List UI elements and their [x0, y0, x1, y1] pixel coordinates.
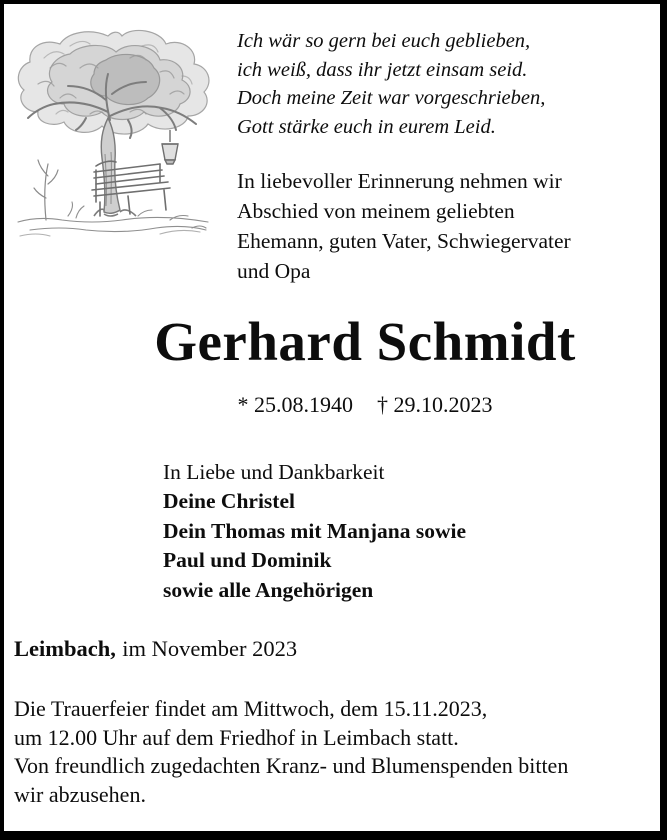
- mourners-block: [163, 458, 466, 605]
- funeral-info: [14, 695, 568, 810]
- funeral-line: Von freundlich zugedachten Kranz- und Blumenspenden bitten: [14, 753, 569, 779]
- mourner-name: Dein Thomas mit Manjana sowie: [163, 518, 467, 543]
- place-dateline: [14, 635, 297, 663]
- intro-line: und Opa: [237, 259, 311, 283]
- memorial-intro: [237, 166, 571, 286]
- mourner-name: Deine Christel: [163, 489, 295, 514]
- birth-date: * 25.08.1940: [237, 392, 353, 417]
- mourner-name: Paul und Dominik: [163, 548, 332, 573]
- intro-line: Ehemann, guten Vater, Schwiegervater: [237, 229, 571, 253]
- life-dates: [140, 391, 590, 419]
- poem-line: Doch meine Zeit war vorgeschrieben,: [237, 87, 546, 109]
- poem-line: ich weiß, dass ihr jetzt einsam seid.: [237, 58, 528, 81]
- death-date: † 29.10.2023: [377, 392, 493, 417]
- place-name: Leimbach,: [14, 636, 116, 661]
- mourner-name: sowie alle Angehörigen: [163, 577, 374, 602]
- poem-line: Ich wär so gern bei euch geblieben,: [237, 30, 531, 52]
- tree-bench-sketch-icon: [10, 24, 215, 239]
- deceased-name: Gerhard Schmidt: [154, 311, 576, 372]
- dateline-rest: im November 2023: [122, 636, 298, 661]
- intro-line: In liebevoller Erinnerung nehmen wir: [237, 169, 562, 193]
- poem-line: Gott stärke euch in eurem Leid.: [237, 115, 496, 138]
- funeral-line: um 12.00 Uhr auf dem Friedhof in Leimbach statt.: [14, 724, 459, 750]
- poem: [237, 27, 545, 141]
- intro-line: Abschied von meinem geliebten: [237, 199, 515, 223]
- funeral-line: wir abzusehen.: [14, 782, 146, 808]
- funeral-line: Die Trauerfeier findet am Mittwoch, dem 15.11.2023,: [14, 696, 488, 721]
- mourning-intro: In Liebe und Dankbarkeit: [163, 460, 385, 484]
